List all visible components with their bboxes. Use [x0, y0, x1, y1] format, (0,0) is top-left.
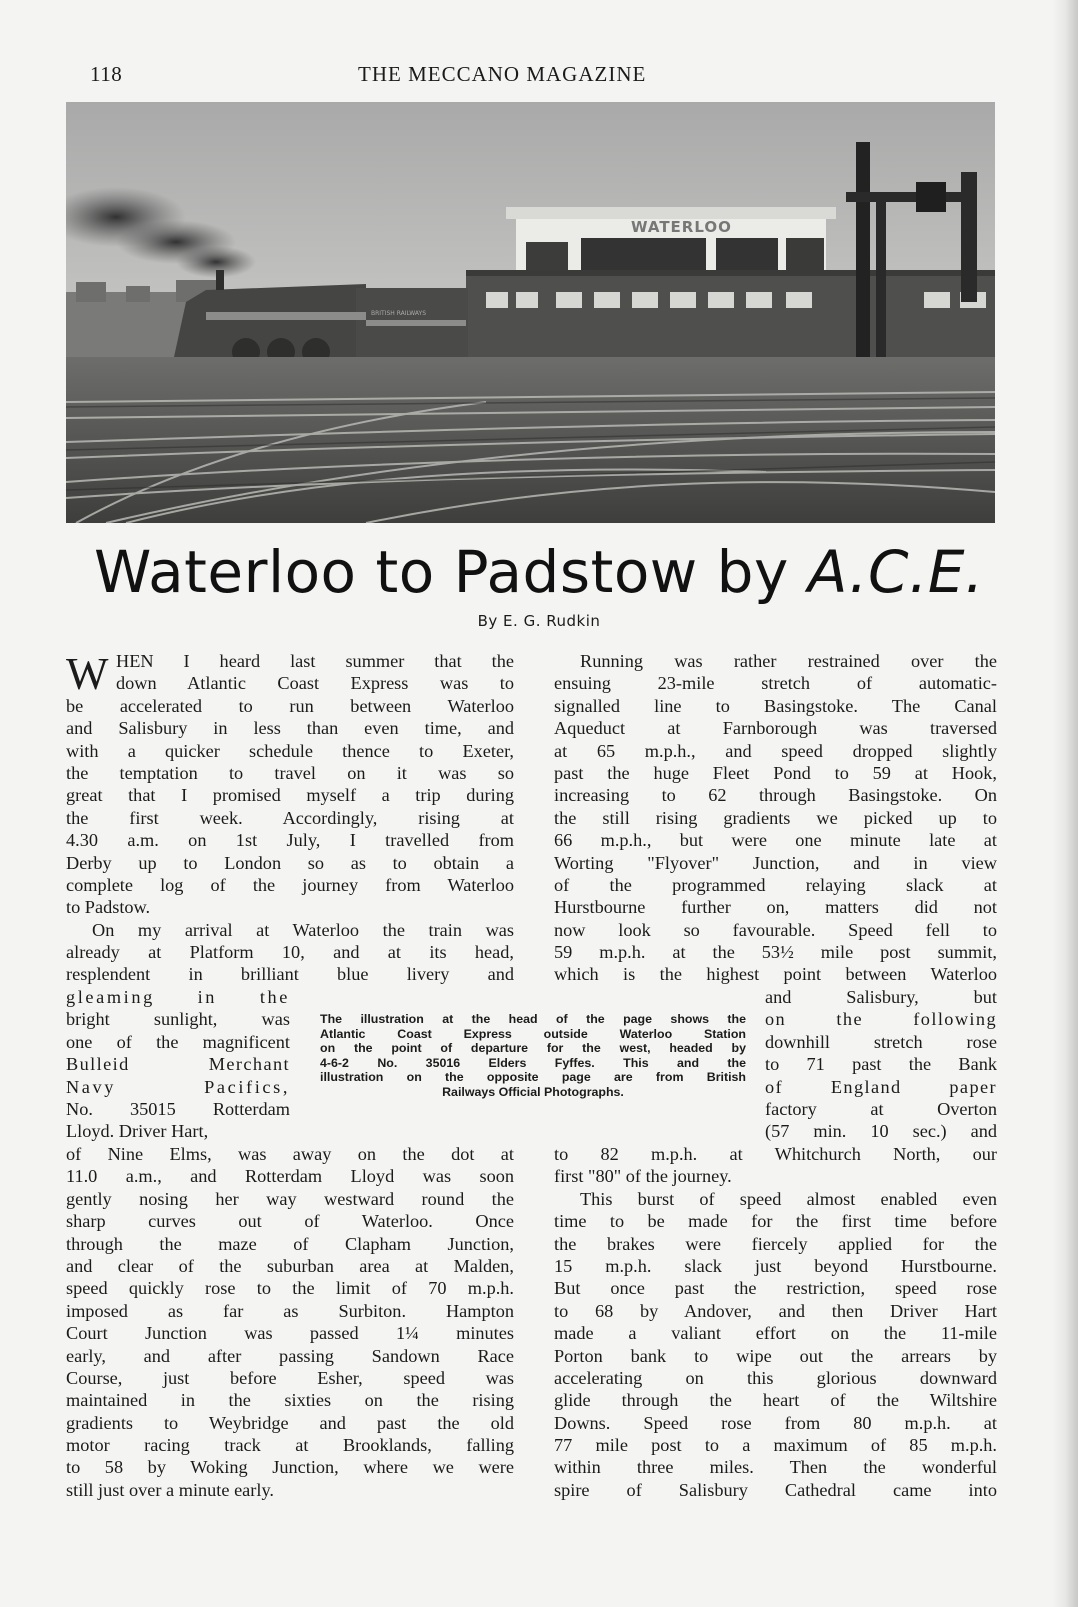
- caption-line: illustration on the opposite page are from British: [320, 1070, 746, 1085]
- text-line: to Padstow.: [66, 897, 151, 918]
- text-line: This burst of speed almost enabled even: [580, 1188, 997, 1209]
- caption-line: The illustration at the head of the page shows the: [320, 1012, 746, 1026]
- byline: By E. G. Rudkin: [477, 612, 601, 630]
- text-line: early, and after passing Sandown Race: [66, 1345, 514, 1366]
- right-column-bottom: [554, 1143, 997, 1501]
- tender-lettering: BRITISH RAILWAYS: [371, 310, 427, 317]
- text-line: increasing to 62 through Basingstoke. On: [554, 785, 997, 806]
- text-line: On my arrival at Waterloo the train was: [92, 919, 514, 940]
- caption-line: Railways Official Photographs.: [442, 1084, 624, 1099]
- text-line: ensuing 23-mile stretch of automatic-: [554, 673, 997, 694]
- text-line: time to be made for the first time before: [554, 1211, 997, 1232]
- text-line: 77 mile post to a maximum of 85 m.p.h.: [554, 1435, 997, 1456]
- running-head: [90, 62, 970, 92]
- title-emphasis: A.C.E.: [807, 538, 984, 606]
- text-line: accelerating on this glorious downward: [554, 1367, 997, 1388]
- text-line: But once past the restriction, speed rose: [554, 1278, 997, 1299]
- text-line: maintained in the sixties on the rising: [66, 1390, 514, 1411]
- text-line: of the programmed relaying slack at: [554, 874, 997, 895]
- text-line: No. 35015 Rotterdam: [66, 1098, 290, 1119]
- text-line: the temptation to travel on it was so: [66, 762, 514, 783]
- drop-cap: W: [66, 649, 109, 699]
- text-line: gleaming in the: [66, 987, 290, 1007]
- text-line: Bulleid Merchant: [66, 1054, 290, 1075]
- text-line: sharp curves out of Waterloo. Once: [66, 1211, 514, 1232]
- caption-line: on the point of departure for the west, headed by: [320, 1041, 746, 1056]
- text-line: to 58 by Woking Junction, where we were: [66, 1457, 514, 1478]
- text-line: gently nosing her way westward round the: [66, 1188, 514, 1209]
- magazine-title: THE MECCANO MAGAZINE: [358, 62, 647, 86]
- text-line: gradients to Weybridge and past the old: [66, 1412, 514, 1433]
- text-line: signalled line to Basingstoke. The Canal: [554, 695, 997, 716]
- text-line: resplendent in brilliant blue livery and: [66, 964, 514, 985]
- text-line: made a valiant effort on the 11-mile: [554, 1323, 997, 1344]
- signboard-text: WATERLOO: [631, 218, 732, 236]
- text-line: Navy Pacifics,: [66, 1076, 290, 1097]
- text-line: through the maze of Clapham Junction,: [66, 1233, 514, 1254]
- text-line: spire of Salisbury Cathedral came into: [554, 1479, 997, 1500]
- text-line: Worting "Flyover" Junction, and in view: [554, 852, 997, 873]
- text-line: the first week. Accordingly, rising at: [66, 807, 514, 828]
- text-line: still just over a minute early.: [66, 1479, 274, 1500]
- right-column-narrow: [765, 986, 997, 1143]
- page-number: 118: [90, 62, 123, 86]
- text-line: Derby up to London so as to obtain a: [66, 852, 514, 873]
- text-line: Lloyd. Driver Hart,: [66, 1121, 209, 1142]
- photo-illustration: [66, 102, 995, 523]
- text-line: to 82 m.p.h. at Whitchurch North, our: [554, 1144, 997, 1164]
- text-line: downhill stretch rose: [765, 1031, 997, 1052]
- text-line: great that I promised myself a trip during: [66, 785, 514, 806]
- text-line: which is the highest point between Waterloo: [554, 964, 997, 985]
- waterloo-train-photo: [66, 102, 995, 523]
- text-line: Court Junction was passed 1¼ minutes: [66, 1323, 514, 1344]
- text-line: with a quicker schedule thence to Exeter,: [66, 740, 514, 761]
- text-line: Aqueduct at Farnborough was traversed: [554, 718, 997, 739]
- text-line: the still rising gradients we picked up to: [554, 807, 997, 828]
- text-line: to 71 past the Bank: [765, 1054, 997, 1075]
- text-line: glide through the heart of the Wiltshire: [554, 1390, 997, 1411]
- text-line: speed quickly rose to the limit of 70 m.p.h.: [66, 1278, 514, 1299]
- caption-line: Atlantic Coast Express outside Waterloo Station: [320, 1026, 746, 1041]
- caption-line: 4-6-2 No. 35016 Elders Fyffes. This and the: [320, 1055, 746, 1070]
- text-line: motor racing track at Brooklands, falling: [66, 1435, 514, 1456]
- page-edge-shadow: [1052, 0, 1078, 1607]
- text-line: 11.0 a.m., and Rotterdam Lloyd was soon: [66, 1166, 514, 1187]
- text-line: of Nine Elms, was away on the dot at: [66, 1144, 514, 1164]
- text-line: HEN I heard last summer that the: [116, 651, 514, 671]
- left-column-bottom: [66, 1143, 514, 1501]
- text-line: at 65 m.p.h., and speed dropped slightly: [554, 740, 997, 761]
- text-line: and clear of the suburban area at Malden,: [66, 1255, 514, 1276]
- text-line: now look so favourable. Speed fell to: [554, 919, 997, 940]
- text-line: down Atlantic Coast Express was to: [116, 673, 514, 694]
- left-column-narrow: [66, 986, 290, 1143]
- text-line: within three miles. Then the wonderful: [554, 1457, 997, 1478]
- text-line: Porton bank to wipe out the arrears by: [554, 1345, 997, 1366]
- text-line: past the huge Fleet Pond to 59 at Hook,: [554, 762, 997, 783]
- text-line: 66 m.p.h., but were one minute late at: [554, 830, 997, 851]
- photo-caption: [320, 1012, 746, 1100]
- text-line: factory at Overton: [765, 1098, 997, 1119]
- right-column: [554, 650, 997, 986]
- text-line: Downs. Speed rose from 80 m.p.h. at: [554, 1412, 997, 1433]
- text-line: complete log of the journey from Waterloo: [66, 874, 514, 895]
- title-main: Waterloo to Padstow by: [94, 538, 808, 606]
- text-line: Hurstbourne further on, matters did not: [554, 897, 997, 918]
- text-line: imposed as far as Surbiton. Hampton: [66, 1300, 514, 1321]
- left-column: [66, 650, 514, 986]
- article-title: [0, 538, 1078, 606]
- text-line: 15 m.p.h. slack just beyond Hurstbourne.: [554, 1255, 997, 1276]
- text-line: 4.30 a.m. on 1st July, I travelled from: [66, 830, 514, 851]
- text-line: and Salisbury, but: [765, 987, 997, 1007]
- text-line: one of the magnificent: [66, 1031, 290, 1052]
- text-line: first "80" of the journey.: [554, 1166, 732, 1187]
- text-line: and Salisbury in less than even time, and: [66, 718, 514, 739]
- text-line: to 68 by Andover, and then Driver Hart: [554, 1300, 997, 1321]
- text-line: the brakes were fiercely applied for the: [554, 1233, 997, 1254]
- text-line: (57 min. 10 sec.) and: [765, 1121, 997, 1142]
- text-line: Course, just before Esher, speed was: [66, 1367, 514, 1388]
- text-line: of England paper: [765, 1076, 997, 1097]
- text-line: Running was rather restrained over the: [580, 651, 997, 671]
- text-line: already at Platform 10, and at its head,: [66, 942, 514, 963]
- text-line: be accelerated to run between Waterloo: [66, 695, 514, 716]
- text-line: 59 m.p.h. at the 53½ mile post summit,: [554, 942, 997, 963]
- text-line: bright sunlight, was: [66, 1009, 290, 1030]
- text-line: on the following: [765, 1009, 997, 1030]
